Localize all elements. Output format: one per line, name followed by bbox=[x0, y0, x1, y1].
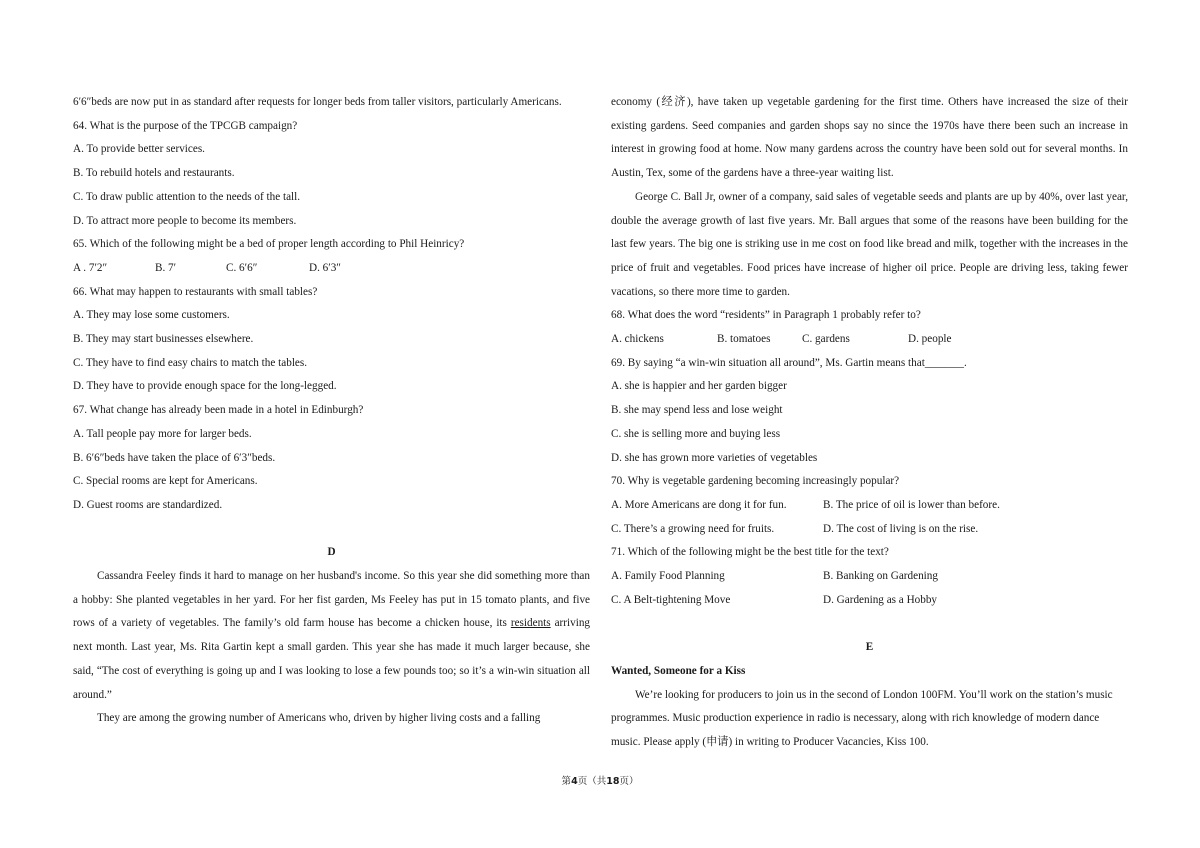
question-65: 65. Which of the following might be a bed of proper length according to Phil Heinricy? bbox=[73, 238, 465, 251]
option-65-c: C. 6′6″ bbox=[226, 261, 258, 274]
question-68: 68. What does the word “residents” in Paragraph 1 probably refer to? bbox=[611, 309, 921, 322]
footer-total-pages: 18 bbox=[606, 776, 620, 787]
passage-d-paragraph-3: George C. Ball Jr, owner of a company, said sales of vegetable seeds and plants are up by 40%, over last year, double the average growth of last five years. Mr. Ball argues that some of the reasons have been building for the last few years. The big one is striking use in me cost on food like bread and milk, together with the increases in the price of fruit and vegetables. Food prices have increase of higher oil price. People are driving less, taking fewer vacations, so there more time to garden. bbox=[611, 190, 1128, 298]
option-64-a: A. To provide better services. bbox=[73, 143, 205, 156]
option-64-c: C. To draw public attention to the needs of the tall. bbox=[73, 190, 301, 203]
option-65-d: D. 6′3″ bbox=[309, 261, 341, 274]
question-64: 64. What is the purpose of the TPCGB campaign? bbox=[73, 119, 298, 132]
option-68-d: D. people bbox=[908, 333, 952, 346]
option-68-b: B. tomatoes bbox=[717, 333, 771, 346]
options-68 bbox=[611, 328, 1128, 352]
option-69-c: C. she is selling more and buying less bbox=[611, 427, 781, 440]
option-64-b: B. To rebuild hotels and restaurants. bbox=[73, 167, 235, 180]
ad-text: We’re looking for producers to join us in the second of London 100FM. You’ll work on the station’s music programmes. Music production experience in radio is necessary, along with rich knowledge of modern dance music. Please apply (申请) in writing to Producer Vacancies, Kiss 100. bbox=[611, 688, 1113, 748]
footer-mid: 页（共 bbox=[577, 776, 607, 787]
options-70-row-1 bbox=[611, 494, 1128, 518]
option-71-a: A. Family Food Planning bbox=[611, 570, 725, 583]
section-d-heading: D bbox=[327, 546, 336, 559]
question-69: 69. By saying “a win-win situation all around”, Ms. Gartin means that_______. bbox=[611, 356, 967, 369]
option-67-c: C. Special rooms are kept for Americans. bbox=[73, 475, 258, 488]
option-66-b: B. They may start businesses elsewhere. bbox=[73, 333, 254, 346]
underlined-word-residents: residents bbox=[510, 617, 551, 630]
option-64-d: D. To attract more people to become its members. bbox=[73, 214, 297, 227]
ad-title: Wanted, Someone for a Kiss bbox=[611, 664, 746, 677]
option-69-b: B. she may spend less and lose weight bbox=[611, 404, 783, 417]
options-71-row-1 bbox=[611, 565, 1128, 589]
option-70-c: C. There’s a growing need for fruits. bbox=[611, 522, 775, 535]
question-70: 70. Why is vegetable gardening becoming increasingly popular? bbox=[611, 475, 900, 488]
options-71-row-2 bbox=[611, 589, 1128, 613]
option-67-b: B. 6′6″beds have taken the place of 6′3″beds. bbox=[73, 451, 276, 464]
right-column bbox=[611, 91, 1128, 755]
option-70-b: B. The price of oil is lower than before. bbox=[823, 498, 1000, 511]
option-71-b: B. Banking on Gardening bbox=[823, 570, 938, 583]
section-e-heading: E bbox=[865, 641, 874, 654]
option-70-d: D. The cost of living is on the rise. bbox=[823, 522, 979, 535]
options-70-row-2 bbox=[611, 518, 1128, 542]
option-68-c: C. gardens bbox=[802, 333, 850, 346]
option-66-a: A. They may lose some customers. bbox=[73, 309, 230, 322]
option-71-d: D. Gardening as a Hobby bbox=[823, 593, 938, 606]
option-68-a: A. chickens bbox=[611, 333, 664, 346]
page-footer bbox=[0, 773, 1200, 787]
footer-suffix: 页） bbox=[619, 776, 639, 787]
option-66-c: C. They have to find easy chairs to match the tables. bbox=[73, 356, 308, 369]
option-69-a: A. she is happier and her garden bigger bbox=[611, 380, 787, 393]
spacer bbox=[73, 518, 590, 542]
passage-d-paragraph-2-start: They are among the growing number of Americans who, driven by higher living costs and a falling bbox=[97, 712, 541, 725]
option-67-d: D. Guest rooms are standardized. bbox=[73, 498, 223, 511]
passage-d-paragraph-1 bbox=[73, 565, 590, 707]
option-71-c: C. A Belt-tightening Move bbox=[611, 593, 731, 606]
question-66: 66. What may happen to restaurants with small tables? bbox=[73, 285, 318, 298]
para1-text-start: Cassandra Feeley finds it hard to manage on her husband's income. So this year she did something more than a hobby: She planted vegetables in her yard. For her fist garden, Ms Feeley has put in 15 tomato plants, and five rows of a variety of vegetables. The family’s old farm house has become a chicken house, its bbox=[73, 570, 590, 630]
option-65-a: A . 7′2″ bbox=[73, 261, 108, 274]
question-67: 67. What change has already been made in a hotel in Edinburgh? bbox=[73, 404, 364, 417]
passage-d-paragraph-2-continued: economy (经济), have taken up vegetable gardening for the first time. Others have increased the size of their existing gardens. Seed companies and garden shops say no since the 1970s have there been such an increase in interest in growing food at home. Now many gardens across the country have been sold out for several months. In Austin, Tex, some of the gardens have a three-year waiting list. bbox=[611, 96, 1128, 180]
option-66-d: D. They have to provide enough space for the long-legged. bbox=[73, 380, 337, 393]
option-70-a: A. More Americans are dong it for fun. bbox=[611, 498, 787, 511]
question-71: 71. Which of the following might be the best title for the text? bbox=[611, 546, 889, 559]
option-65-b: B. 7′ bbox=[155, 261, 177, 274]
passage-c-ending: 6′6″beds are now put in as standard after requests for longer beds from taller visitors, particularly Americans. bbox=[73, 96, 562, 108]
left-column bbox=[73, 91, 590, 731]
para1-text-end: arriving next month. Last year, Ms. Rita Gartin kept a small garden. This year she has made it much larger because, she said, “The cost of everything is going up and I was looking to lose a few pounds too; so it’s a win-win situation all around.” bbox=[73, 617, 591, 701]
option-69-d: D. she has grown more varieties of vegetables bbox=[611, 451, 818, 464]
footer-prefix: 第 bbox=[561, 776, 572, 787]
footer-page-number: 4 bbox=[571, 776, 578, 787]
options-65 bbox=[73, 257, 590, 281]
spacer bbox=[611, 612, 1128, 636]
option-67-a: A. Tall people pay more for larger beds. bbox=[73, 427, 252, 440]
